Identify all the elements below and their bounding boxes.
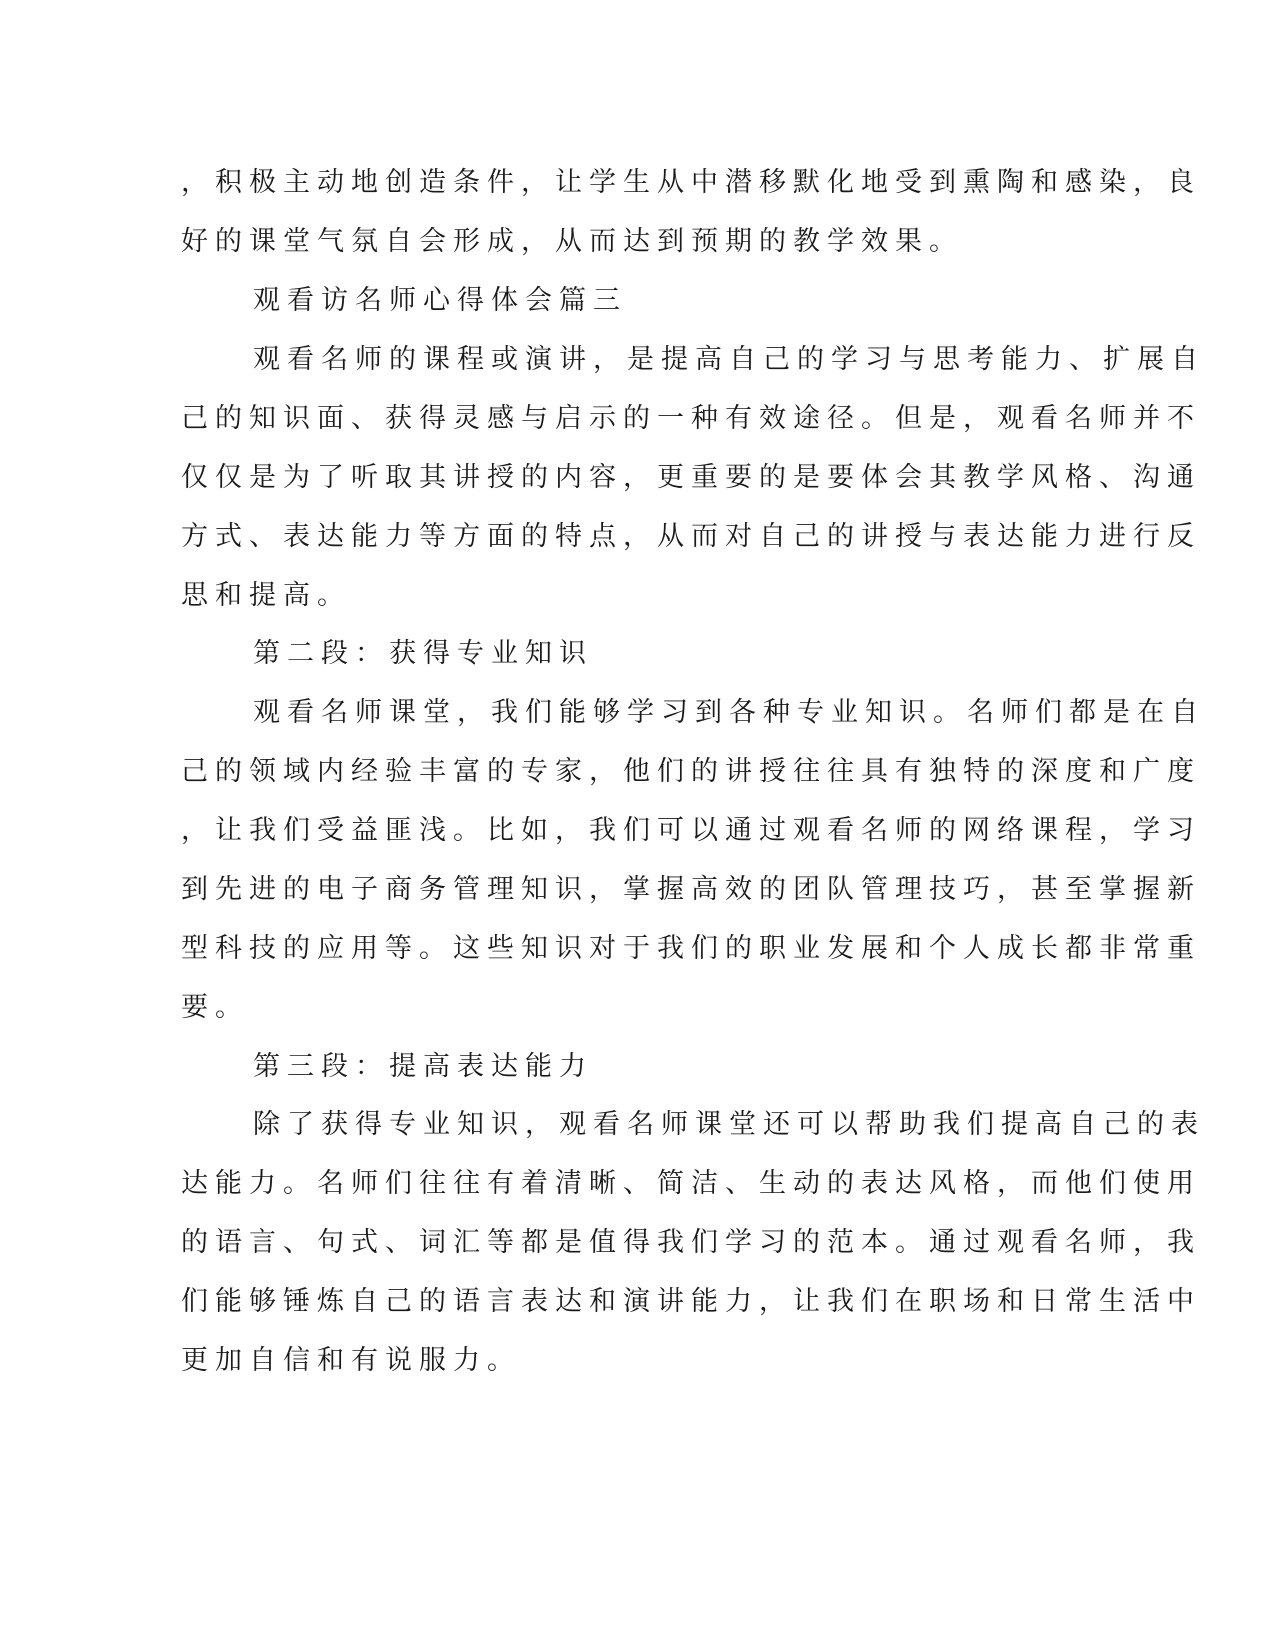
text-line: 观看名师课堂，我们能够学习到各种专业知识。名师们都是在自 [253,697,1205,728]
text-line: 好的课堂气氛自会形成，从而达到预期的教学效果。 [181,226,963,257]
text-line: 仅仅是为了听取其讲授的内容，更重要的是要体会其教学风格、沟通 [181,462,1201,493]
text-line: 要。 [181,992,249,1023]
text-line: ，积极主动地创造条件，让学生从中潜移默化地受到熏陶和感染，良 [181,167,1201,198]
text-line: 除了获得专业知识，观看名师课堂还可以帮助我们提高自己的表 [253,1109,1205,1140]
text-line: 己的领域内经验丰富的专家，他们的讲授往往具有独特的深度和广度 [181,756,1201,787]
section-heading: 第三段：提高表达能力 [253,1051,593,1082]
text-line: 观看名师的课程或演讲，是提高自己的学习与思考能力、扩展自 [253,344,1205,375]
text-line: 达能力。名师们往往有着清晰、简洁、生动的表达风格，而他们使用 [181,1168,1201,1199]
text-line: 的语言、句式、词汇等都是值得我们学习的范本。通过观看名师，我 [181,1227,1201,1258]
text-line: 更加自信和有说服力。 [181,1345,521,1376]
text-line: 们能够锤炼自己的语言表达和演讲能力，让我们在职场和日常生活中 [181,1286,1201,1317]
section-heading: 第二段：获得专业知识 [253,638,593,669]
text-line: 到先进的电子商务管理知识，掌握高效的团队管理技巧，甚至掌握新 [181,874,1201,905]
section-heading: 观看访名师心得体会篇三 [253,285,627,316]
text-line: ，让我们受益匪浅。比如，我们可以通过观看名师的网络课程，学习 [181,815,1201,846]
text-line: 方式、表达能力等方面的特点，从而对自己的讲授与表达能力进行反 [181,521,1201,552]
text-line: 思和提高。 [181,580,351,611]
text-line: 己的知识面、获得灵感与启示的一种有效途径。但是，观看名师并不 [181,403,1201,434]
text-line: 型科技的应用等。这些知识对于我们的职业发展和个人成长都非常重 [181,933,1201,964]
